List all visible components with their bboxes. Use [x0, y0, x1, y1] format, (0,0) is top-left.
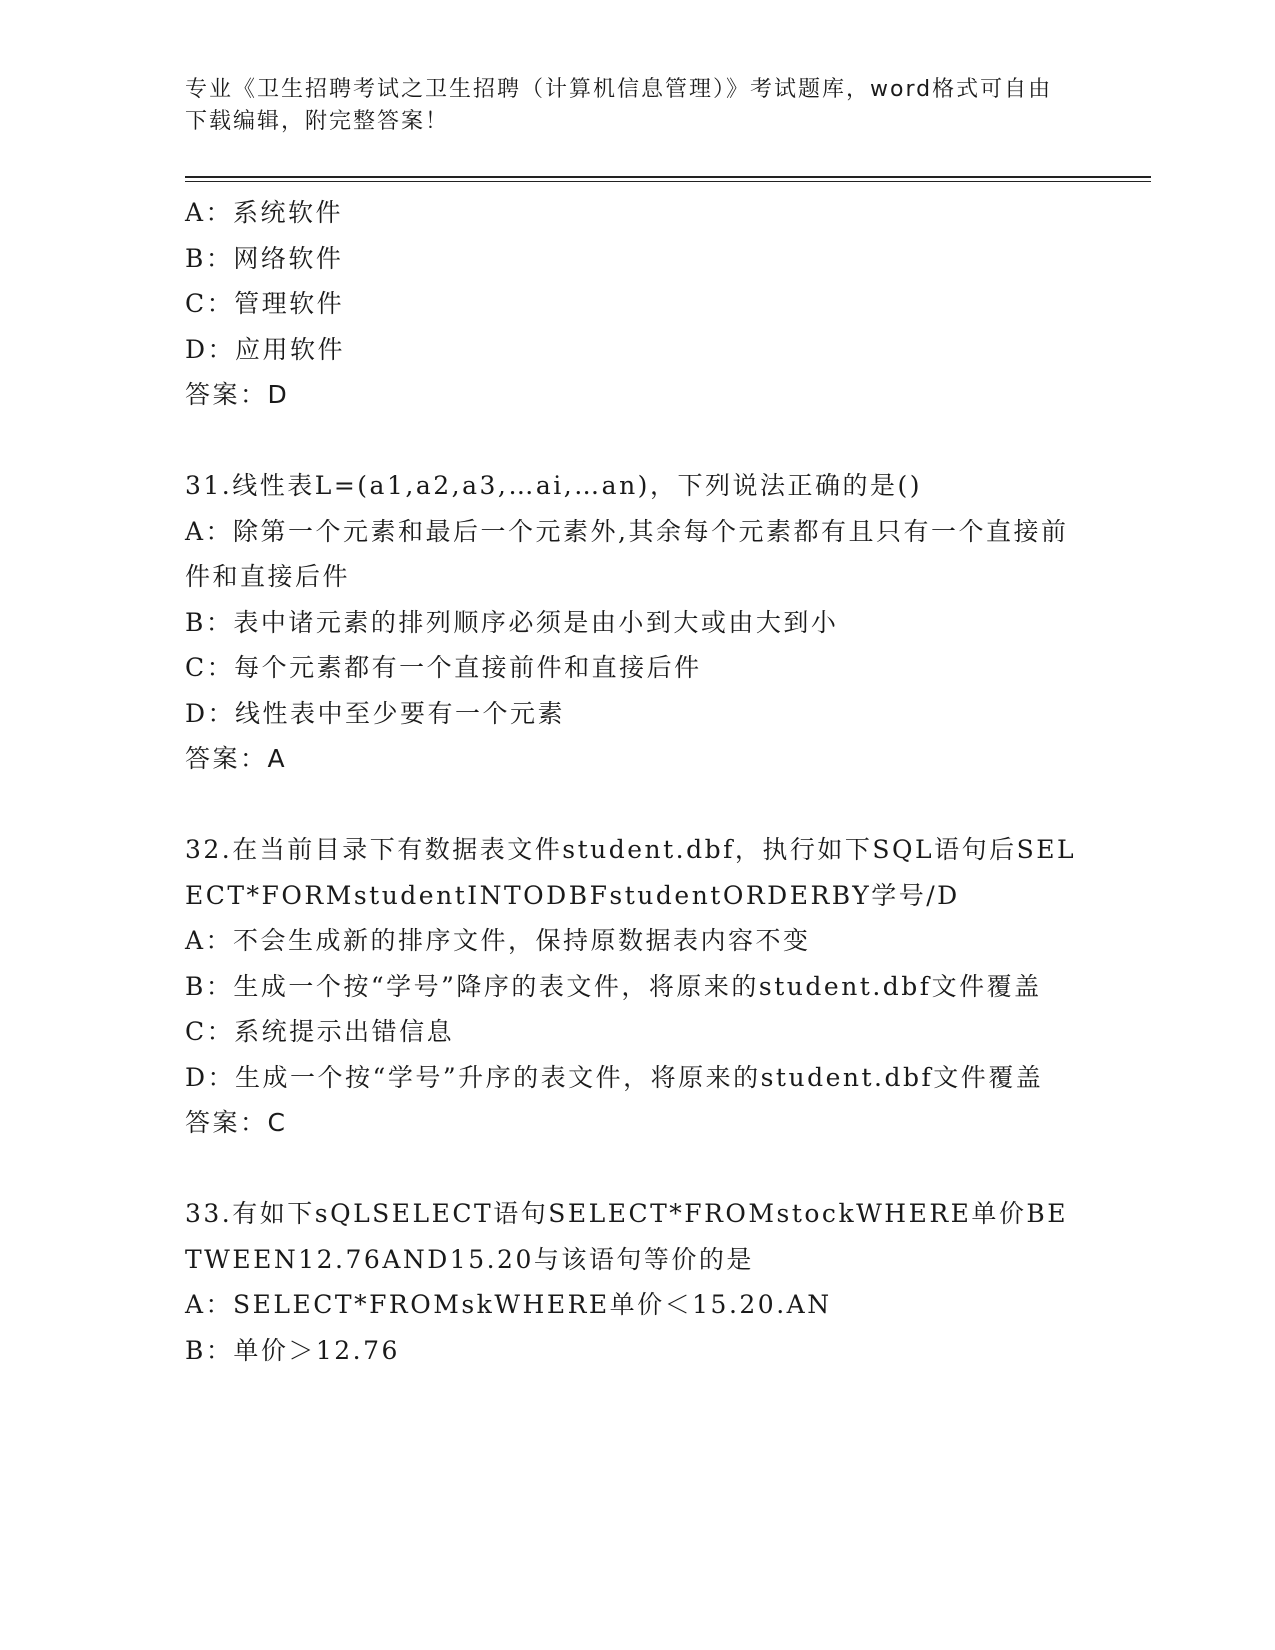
option-d: D：生成一个按“学号”升序的表文件，将原来的student.dbf文件覆盖	[185, 1062, 1044, 1092]
option-b: B：单价＞12.76	[185, 1335, 400, 1365]
option-c: C：系统提示出错信息	[185, 1017, 455, 1046]
question-list	[185, 190, 1085, 1373]
header-rule	[185, 176, 1151, 178]
question-text: 32.在当前目录下有数据表文件student.dbf，执行如下SQL语句后SELECT*FORMstudentINTODBFstudentORDERBY学号/D	[185, 835, 1077, 910]
answer-line: 答案：A	[185, 744, 288, 773]
option-a: A：SELECT*FROMskWHERE单价＜15.20.AN	[185, 1290, 832, 1319]
answer-line: 答案：D	[185, 380, 290, 409]
header-rule-thin	[185, 181, 1151, 182]
spacer	[185, 1146, 1085, 1192]
option-a: A：除第一个元素和最后一个元素外,其余每个元素都有且只有一个直接前件和直接后件	[185, 516, 1069, 591]
option-a: A：不会生成新的排序文件，保持原数据表内容不变	[185, 926, 811, 955]
option-b: B：表中诸元素的排列顺序必须是由小到大或由大到小	[185, 607, 839, 637]
spacer	[185, 782, 1085, 828]
page-header: 专业《卫生招聘考试之卫生招聘（计算机信息管理）》考试题库，word格式可自由下载编辑，附完整答案！	[185, 77, 1053, 134]
option-b: B：生成一个按“学号”降序的表文件，将原来的student.dbf文件覆盖	[185, 971, 1042, 1001]
question-block-30	[185, 190, 1085, 418]
option-c: C：每个元素都有一个直接前件和直接后件	[185, 653, 702, 682]
option-a: A：系统软件	[185, 198, 344, 227]
question-block-32	[185, 827, 1085, 1146]
option-d: D：线性表中至少要有一个元素	[185, 698, 566, 728]
option-c: C：管理软件	[185, 289, 345, 318]
question-text: 33.有如下sQLSELECT语句SELECT*FROMstockWHERE单价BETWEEN12.76AND15.20与该语句等价的是	[185, 1199, 1069, 1274]
option-d: D：应用软件	[185, 334, 346, 364]
question-text: 31.线性表L=(a1,a2,a3,…ai,…an)，下列说法正确的是()	[185, 471, 922, 500]
question-block-31	[185, 463, 1085, 782]
question-block-33	[185, 1191, 1085, 1373]
answer-line: 答案：C	[185, 1108, 288, 1137]
option-b: B：网络软件	[185, 243, 344, 273]
spacer	[185, 418, 1085, 464]
